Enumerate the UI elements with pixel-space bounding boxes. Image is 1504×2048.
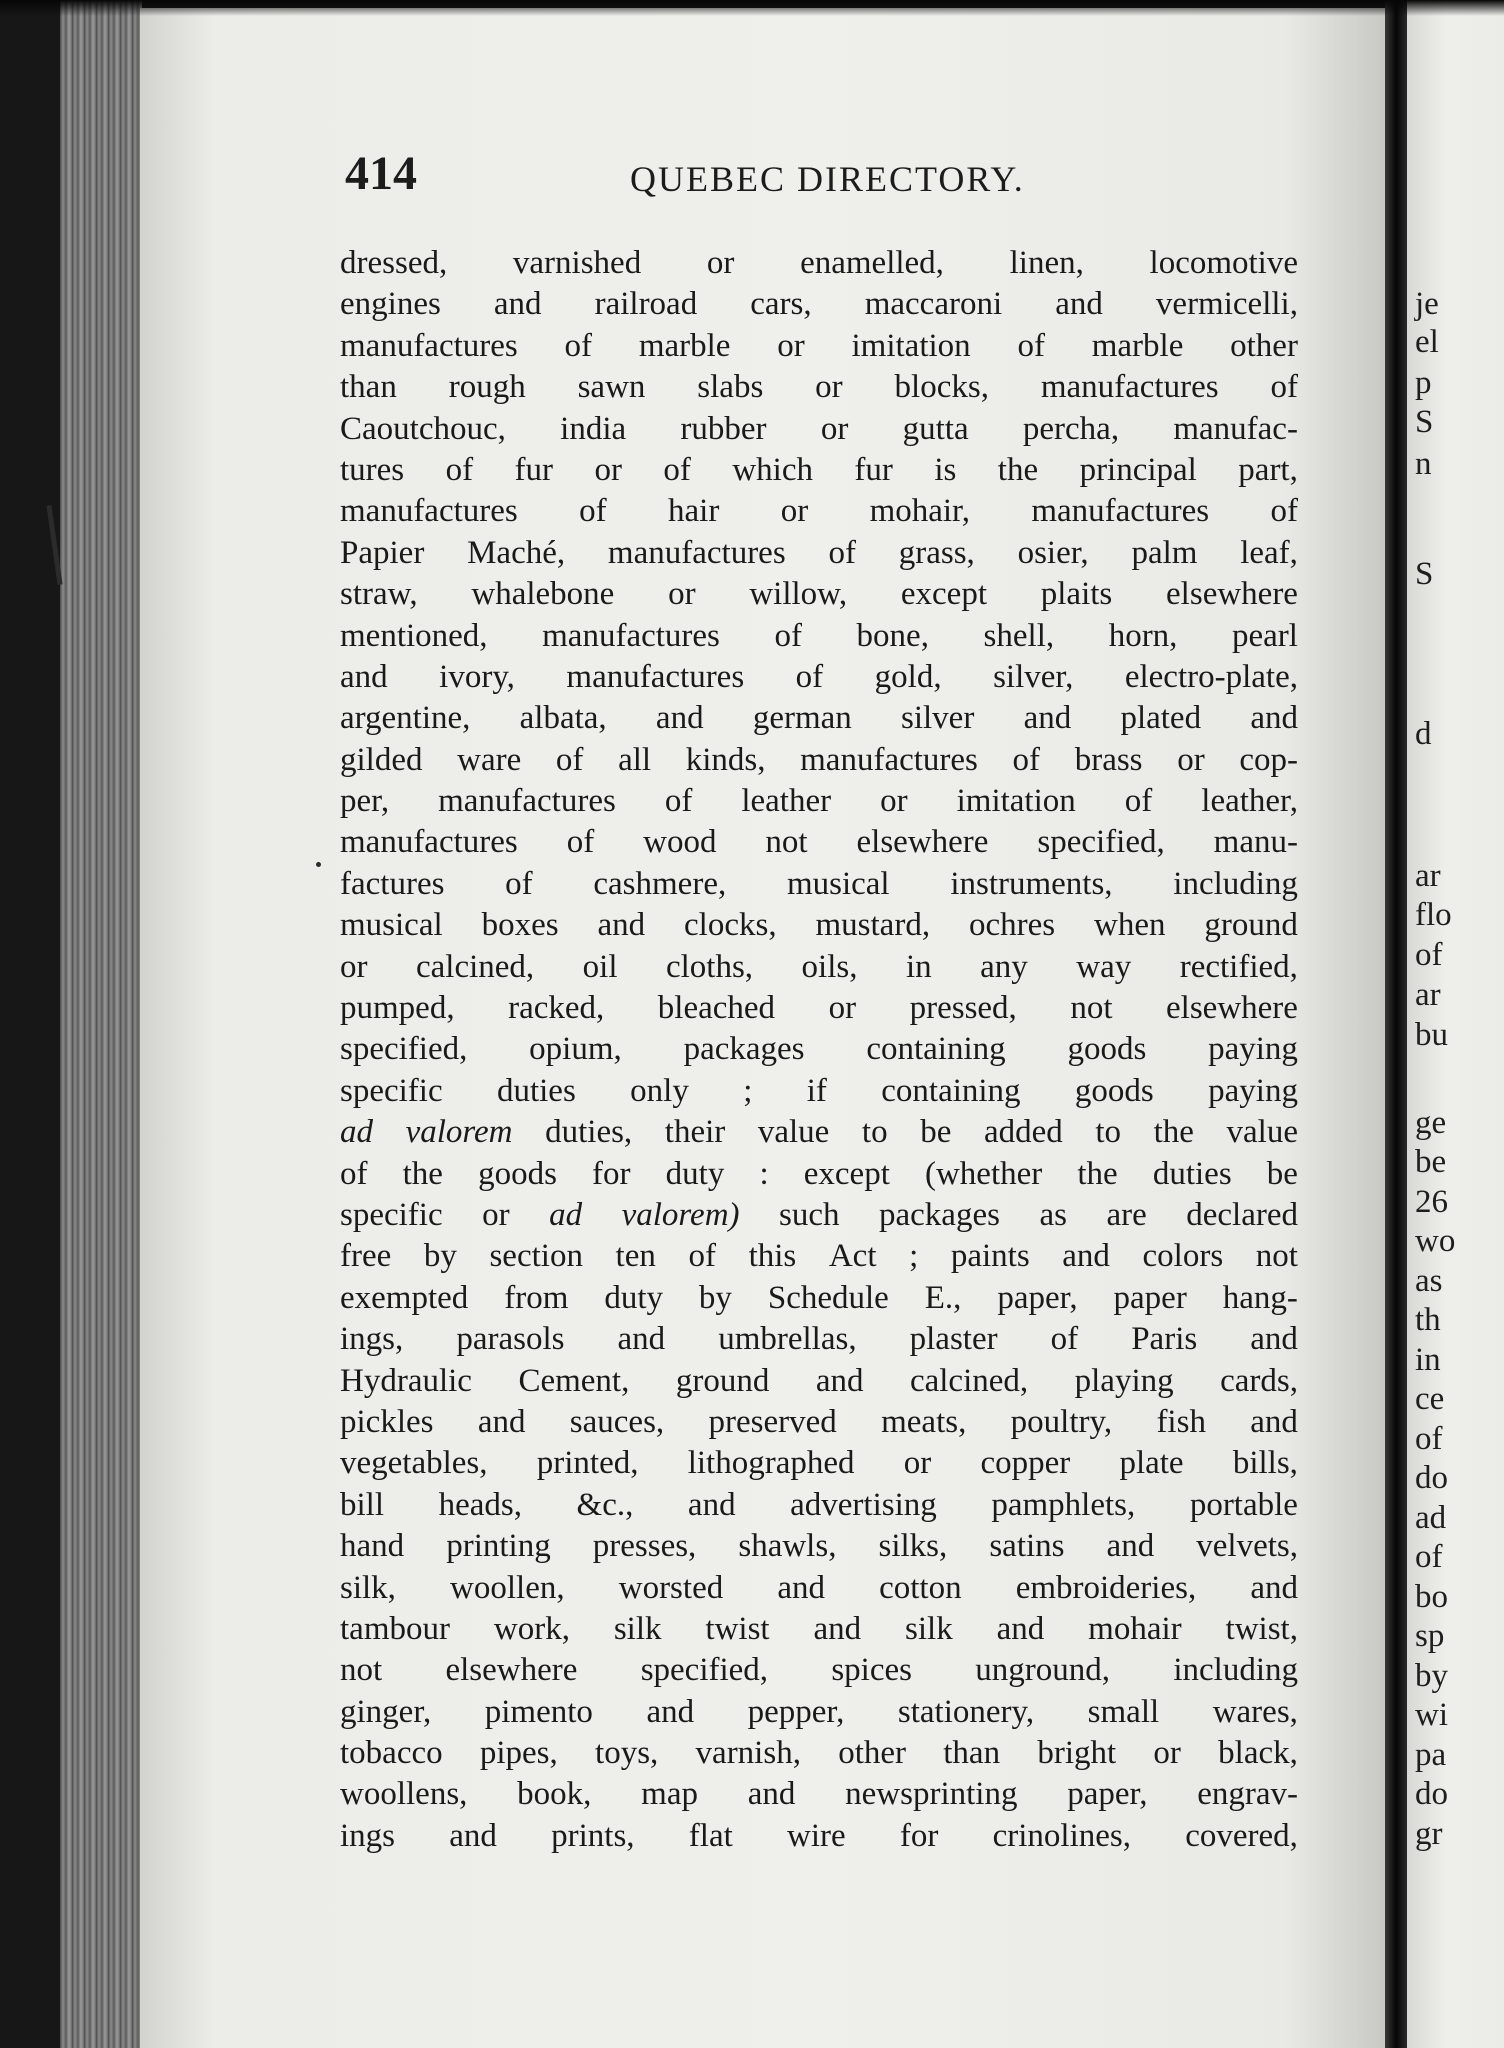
text-line: or calcined, oil cloths, oils, in any way rectified, xyxy=(340,948,1298,985)
text-line: tambour work, silk twist and silk and mohair twist, xyxy=(340,1610,1298,1647)
text-line: and ivory, manufactures of gold, silver, electro-plate, xyxy=(340,658,1298,695)
text-line: exempted from duty by Schedule E., paper, paper hang- xyxy=(340,1279,1298,1316)
text-line: vegetables, printed, lithographed or copper plate bills, xyxy=(340,1445,1298,1482)
facing-page-fragment: flo xyxy=(1415,897,1452,933)
facing-page-fragment: 26 xyxy=(1415,1184,1448,1220)
facing-page-fragment: do xyxy=(1415,1776,1448,1812)
facing-page-fragment: ar xyxy=(1415,977,1441,1013)
page-header xyxy=(345,146,1045,206)
text-line: straw, whalebone or willow, except plaits elsewhere xyxy=(340,576,1298,613)
page-number: 414 xyxy=(345,147,417,200)
facing-page-fragment: of xyxy=(1415,937,1443,973)
facing-page-fragment: ce xyxy=(1415,1381,1445,1417)
facing-page-fragment: of xyxy=(1415,1539,1443,1575)
text-line: Papier Maché, manufactures of grass, osier, palm leaf, xyxy=(340,534,1298,571)
facing-page-fragment: of xyxy=(1415,1421,1443,1457)
text-line: musical boxes and clocks, mustard, ochres when ground xyxy=(340,907,1298,944)
text-line: engines and railroad cars, maccaroni and vermicelli, xyxy=(340,286,1298,323)
page-edges xyxy=(60,0,142,2048)
right-page-fragment xyxy=(1407,0,1504,2048)
text-line: mentioned, manufactures of bone, shell, horn, pearl xyxy=(340,617,1298,654)
text-line: free by section ten of this Act ; paints and colors not xyxy=(340,1238,1298,1275)
text-line: argentine, albata, and german silver and plated and xyxy=(340,700,1298,737)
facing-page-fragment: be xyxy=(1415,1144,1447,1180)
text-line: pickles and sauces, preserved meats, poultry, fish and xyxy=(340,1403,1298,1440)
running-head: QUEBEC DIRECTORY. xyxy=(630,159,1025,199)
text-line: than rough sawn slabs or blocks, manufactures of xyxy=(340,369,1298,406)
book-gutter xyxy=(1385,0,1407,2048)
scan-mark xyxy=(316,862,321,867)
facing-page-fragment: S xyxy=(1415,556,1434,592)
text-line: ings and prints, flat wire for crinolines, covered, xyxy=(340,1817,1298,1854)
text-line: dressed, varnished or enamelled, linen, locomotive xyxy=(340,245,1298,281)
text-line: ings, parasols and umbrellas, plaster of Paris and xyxy=(340,1321,1298,1358)
facing-page-fragment: pa xyxy=(1415,1737,1447,1773)
facing-page-fragment: wo xyxy=(1415,1223,1456,1259)
facing-page-fragment: d xyxy=(1415,716,1432,752)
facing-page-fragment: ge xyxy=(1415,1105,1447,1141)
text-line: factures of cashmere, musical instruments, including xyxy=(340,865,1298,902)
body-text xyxy=(340,243,1298,1857)
text-line: specific or ad valorem) such packages as are declared xyxy=(340,1196,1298,1233)
text-line: Caoutchouc, india rubber or gutta percha, manufac- xyxy=(340,410,1298,447)
facing-page-fragment: S xyxy=(1415,404,1434,440)
facing-page-fragment: n xyxy=(1415,446,1432,482)
facing-page-fragment: as xyxy=(1415,1263,1443,1299)
text-line: Hydraulic Cement, ground and calcined, playing cards, xyxy=(340,1362,1298,1399)
text-line: of the goods for duty : except (whether the duties be xyxy=(340,1155,1298,1192)
facing-page-fragment: wi xyxy=(1415,1697,1448,1733)
facing-page-fragment: do xyxy=(1415,1460,1448,1496)
text-line: ad valorem duties, their value to be added to the value xyxy=(340,1114,1298,1151)
facing-page-fragment: in xyxy=(1415,1342,1441,1378)
facing-page-fragment: bu xyxy=(1415,1017,1448,1053)
text-line: tures of fur or of which fur is the principal part, xyxy=(340,451,1298,488)
text-line: bill heads, &c., and advertising pamphlets, portable xyxy=(340,1486,1298,1523)
facing-page-fragment: el xyxy=(1415,324,1439,360)
text-line: manufactures of hair or mohair, manufactures of xyxy=(340,493,1298,530)
facing-page-fragment: by xyxy=(1415,1658,1448,1694)
text-line: manufactures of wood not elsewhere specified, manu- xyxy=(340,824,1298,861)
facing-page-fragment: ar xyxy=(1415,858,1441,894)
facing-page-fragment: sp xyxy=(1415,1618,1445,1654)
text-line: specific duties only ; if containing goods paying xyxy=(340,1072,1298,1109)
text-line: not elsewhere specified, spices unground, including xyxy=(340,1652,1298,1689)
facing-page-fragment: bo xyxy=(1415,1579,1448,1615)
text-line: hand printing presses, shawls, silks, satins and velvets, xyxy=(340,1528,1298,1565)
facing-page-fragment: ad xyxy=(1415,1500,1447,1536)
facing-page-fragment: je xyxy=(1415,286,1439,322)
facing-page-fragment: p xyxy=(1415,365,1432,401)
text-line: tobacco pipes, toys, varnish, other than bright or black, xyxy=(340,1735,1298,1772)
facing-page-fragment: gr xyxy=(1415,1816,1443,1852)
text-line: woollens, book, map and newsprinting paper, engrav- xyxy=(340,1776,1298,1813)
text-line: specified, opium, packages containing goods paying xyxy=(340,1031,1298,1068)
text-line: ginger, pimento and pepper, stationery, small wares, xyxy=(340,1693,1298,1730)
top-shadow xyxy=(0,0,1504,16)
text-line: silk, woollen, worsted and cotton embroideries, and xyxy=(340,1569,1298,1606)
text-line: gilded ware of all kinds, manufactures of brass or cop- xyxy=(340,741,1298,778)
text-line: per, manufactures of leather or imitation of leather, xyxy=(340,783,1298,820)
facing-page-fragment: th xyxy=(1415,1302,1441,1338)
text-line: pumped, racked, bleached or pressed, not elsewhere xyxy=(340,990,1298,1027)
text-line: manufactures of marble or imitation of marble other xyxy=(340,327,1298,364)
